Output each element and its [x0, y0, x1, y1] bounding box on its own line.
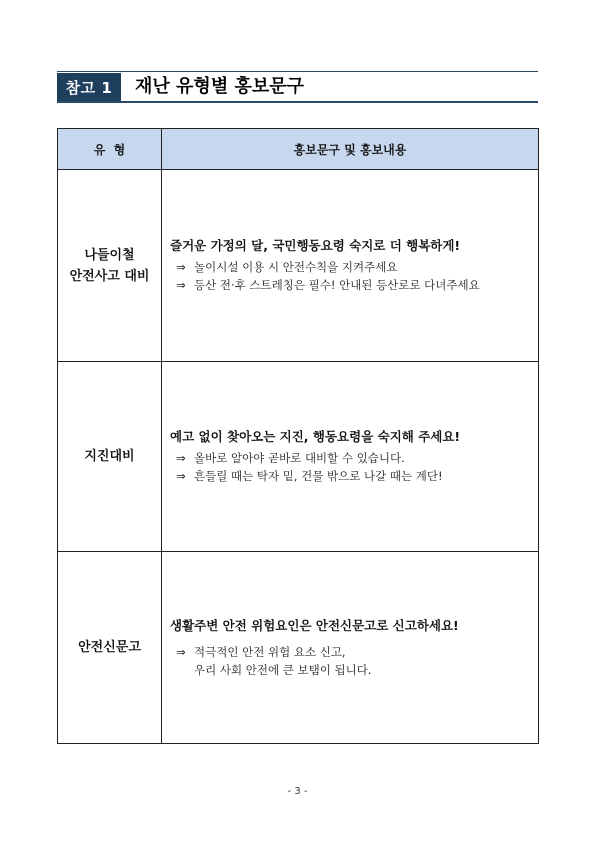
header-bottom-rule [57, 101, 538, 103]
arrow-icon: ⇒ [176, 260, 186, 274]
type-label: 지진대비 [84, 449, 135, 464]
table-header-row [58, 129, 539, 170]
page-number: - 3 - [287, 786, 308, 797]
table-row [58, 552, 539, 744]
reference-badge: 참고 1 [57, 73, 121, 101]
table-row [58, 170, 539, 362]
list-item: ⇒ 등산 전·후 스트레칭은 필수! 안내된 등산로로 다녀주세요 [170, 276, 538, 294]
content-cell [162, 362, 539, 552]
arrow-icon: ⇒ [176, 278, 186, 292]
column-header-type: 유 형 [58, 129, 162, 170]
promo-table [57, 128, 539, 744]
type-label: 나들이철 [84, 247, 135, 263]
header-top-rule [57, 71, 538, 72]
type-cell [58, 552, 162, 744]
list-item: ⇒ 흔들릴 때는 탁자 밑, 건물 밖으로 나갈 때는 계단! [170, 467, 538, 485]
page-title: 재난 유형별 홍보문구 [135, 76, 305, 97]
slogan: 예고 없이 찾아오는 지진, 행동요령을 숙지해 주세요! [170, 429, 461, 444]
slogan: 즐거운 가정의 달, 국민행동요령 숙지로 더 행복하게! [170, 238, 461, 253]
section-header [57, 71, 538, 103]
arrow-icon: ⇒ [176, 644, 186, 659]
type-label: 안전신문고 [78, 640, 141, 655]
list-item: ⇒ 올바로 알아야 곧바로 대비할 수 있습니다. [170, 449, 538, 467]
column-header-content: 홍보문구 및 홍보내용 [162, 129, 539, 170]
arrow-icon: ⇒ [176, 451, 186, 465]
list-item: ⇒ 놀이시설 이용 시 안전수칙을 지켜주세요 [170, 258, 538, 276]
slogan: 생활주변 안전 위험요인은 안전신문고로 신고하세요! [170, 617, 459, 633]
arrow-icon: ⇒ [176, 469, 186, 483]
type-cell [58, 362, 162, 552]
list-item: ⇒ 적극적인 안전 위험 요소 신고, [170, 643, 538, 661]
table-row [58, 362, 539, 552]
content-cell [162, 170, 539, 362]
type-cell [58, 170, 162, 362]
type-label: 안전사고 대비 [69, 268, 150, 284]
list-item-continuation: 우리 사회 안전에 큰 보탬이 됩니다. [194, 662, 372, 677]
content-cell [162, 552, 539, 744]
